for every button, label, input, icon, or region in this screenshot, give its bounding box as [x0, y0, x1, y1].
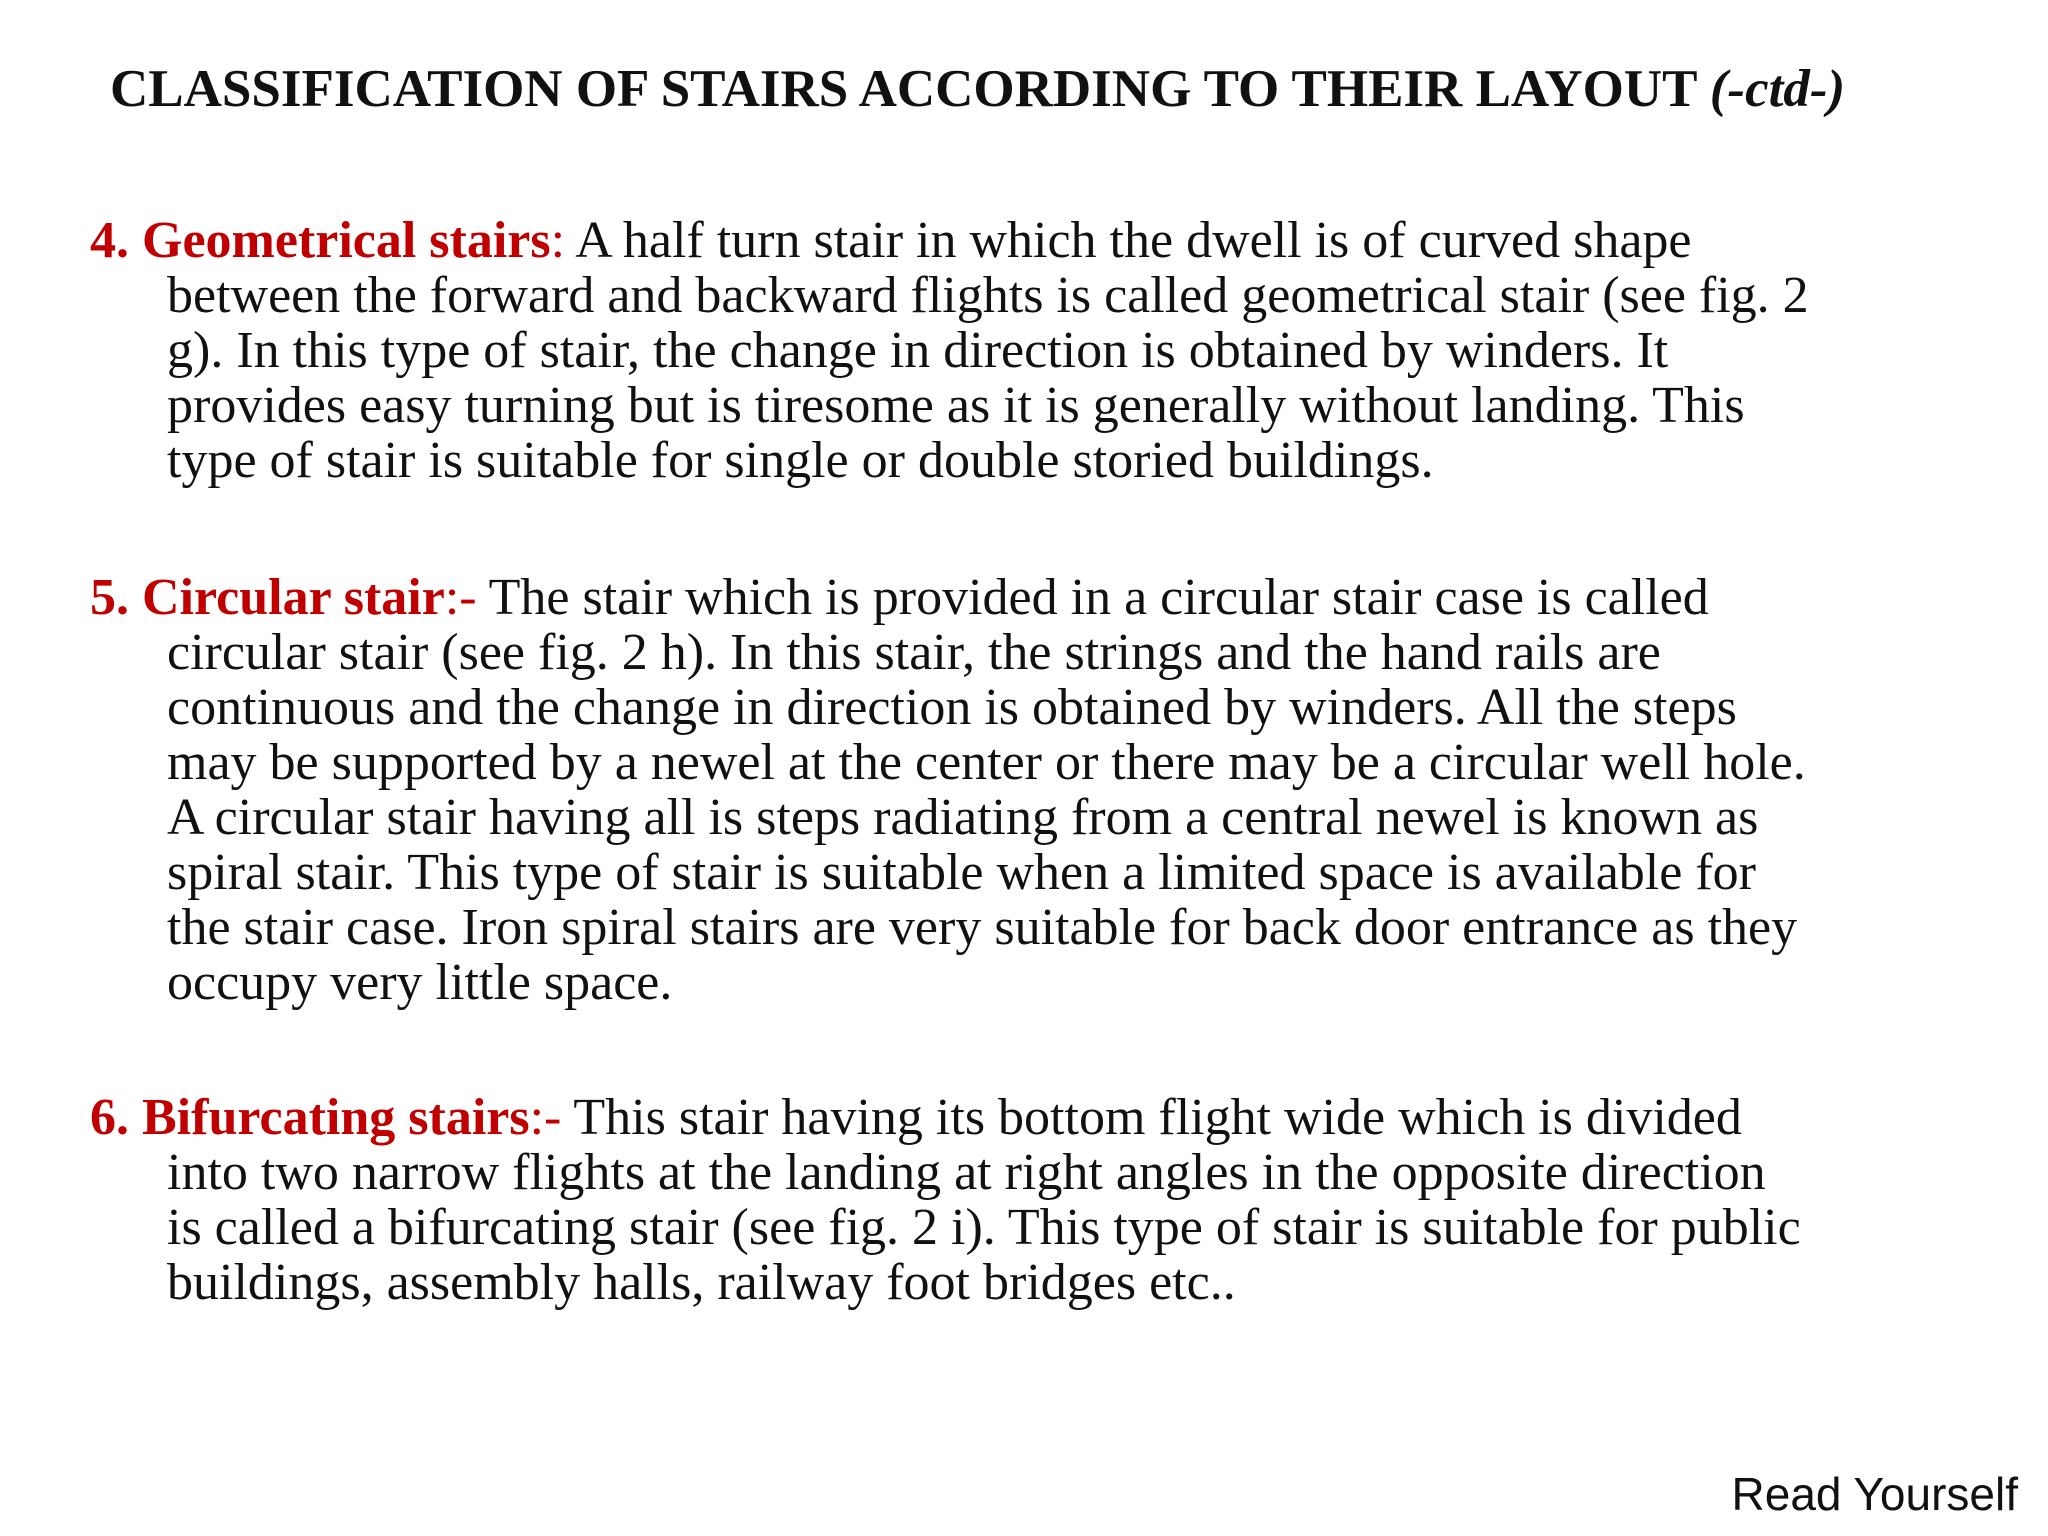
section-separator: : — [550, 212, 566, 269]
page-title — [110, 54, 2010, 124]
section-circular-stair — [90, 570, 1970, 1010]
section-line: is called a bifurcating stair (see fig. 2 i). This type of stair is suitable for public — [167, 1199, 1801, 1256]
section-line: continuous and the change in direction is obtained by winders. All the steps — [167, 679, 1737, 736]
footer-note: Read Yourself — [1731, 1468, 2018, 1520]
section-bifurcating-stairs — [90, 1090, 1970, 1310]
section-line: between the forward and backward flights is called geometrical stair (see fig. 2 — [167, 267, 1809, 324]
title-suffix: (-ctd-) — [1709, 60, 1846, 118]
section-line: g). In this type of stair, the change in direction is obtained by winders. It — [167, 322, 1669, 379]
section-line: spiral stair. This type of stair is suitable when a limited space is available for — [167, 844, 1756, 901]
section-text: The stair which is provided in a circular stair case is called — [476, 569, 1709, 626]
section-line: occupy very little space. — [167, 954, 673, 1011]
section-term: 4. Geometrical stairs — [90, 212, 551, 269]
section-line: circular stair (see fig. 2 h). In this stair, the strings and the hand rails are — [167, 624, 1661, 681]
section-term: 6. Bifurcating stairs — [90, 1089, 530, 1146]
section-line: A circular stair having all is steps radiating from a central newel is known as — [167, 789, 1759, 846]
section-line: may be supported by a newel at the center or there may be a circular well hole. — [167, 734, 1806, 791]
section-line: the stair case. Iron spiral stairs are very suitable for back door entrance as they — [167, 899, 1798, 956]
section-line: type of stair is suitable for single or double storied buildings. — [167, 432, 1434, 489]
section-line: buildings, assembly halls, railway foot bridges etc.. — [167, 1254, 1236, 1311]
section-separator: :- — [529, 1089, 562, 1146]
section-line: into two narrow flights at the landing at right angles in the opposite direction — [167, 1144, 1766, 1201]
section-text: A half turn stair in which the dwell is of curved shape — [565, 212, 1692, 269]
title-main: CLASSIFICATION OF STAIRS ACCORDING TO THEIR LAYOUT — [110, 60, 1697, 118]
section-separator: :- — [444, 569, 477, 626]
section-term: 5. Circular stair — [90, 569, 445, 626]
section-line: provides easy turning but is tiresome as it is generally without landing. This — [167, 377, 1745, 434]
section-geometrical-stairs — [90, 213, 1970, 488]
section-text: This stair having its bottom flight wide which is divided — [561, 1089, 1742, 1146]
